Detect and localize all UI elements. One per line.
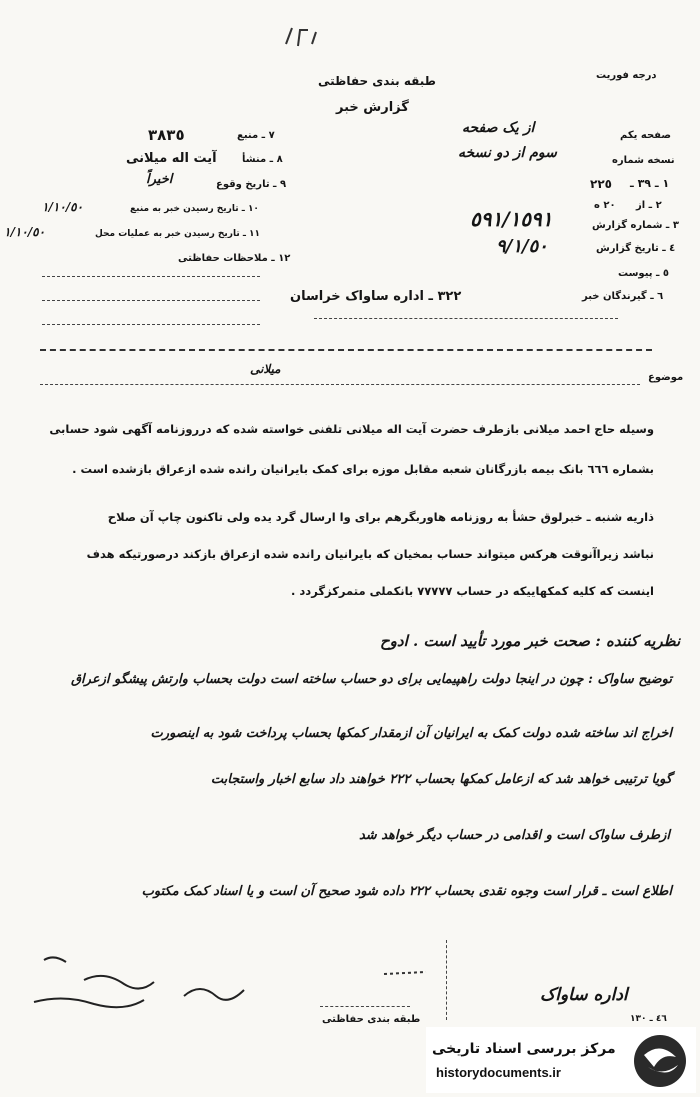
handwritten-line-4: گویا ترتیبی خواهد شد که ازعامل کمکها بحساب ٢٢٢ خواهند داد سابع اخبار واستجابت	[210, 772, 672, 787]
handwritten-line-1: نظریه کننده : صحت خبر مورد تأیید است . ادوح	[380, 632, 681, 650]
field-from-label: ٢ ـ از	[636, 200, 662, 211]
left-rule-1	[42, 276, 260, 277]
field-page-value: از یک صفحه	[462, 120, 535, 136]
handwritten-line-2: توضیح ساواک : چون در اینجا دولت راهپیمایی برای دو حساب ساخته است دولت بحساب وارتش پیشگو ازعراق	[70, 672, 672, 687]
field-date-ops-label: ١١ ـ تاریخ رسیدن خبر به عملیات محل	[95, 229, 261, 239]
subject-rule	[40, 384, 640, 385]
field-date-occurred-label: ٩ ـ تاریخ وقوع	[216, 179, 287, 190]
classification-top: طبقه بندی حفاظتی	[318, 74, 436, 88]
body-line-1: وسیله حاج احمد میلانی بازطرف حضرت آیت اله میلانی تلفنی خواسته شده که درروزنامه آگهی شود حسابی	[49, 422, 654, 436]
right-rule-1	[314, 318, 618, 319]
left-rule-2	[42, 300, 260, 301]
watermark-title: مرکز بررسی اسناد تاریخی	[432, 1041, 616, 1057]
handwritten-line-3: اخراج اند ساخته شده دولت کمک به ایرانیان آن ازمقدار کمکها بحساب پرداخت شود به اینصورت	[150, 726, 672, 741]
signature-text: اداره ساواک	[540, 985, 628, 1005]
field-page-label: صفحه یکم	[620, 130, 672, 141]
field-report-no-label: ٣ ـ شماره گزارش	[592, 220, 679, 231]
top-stamp-mark	[282, 24, 322, 52]
field-copy-label: نسخه شماره	[612, 155, 675, 166]
bottom-left-scribbles	[24, 950, 284, 1020]
section-divider	[40, 349, 652, 351]
field-39-value: ٢٢٥	[590, 177, 612, 191]
stamp-scribble-icon	[282, 24, 322, 52]
center-vertical-mark	[446, 940, 447, 1020]
body-line-3: ذاریه شنبه ـ خبرلوق حشأ به روزنامه هاوربگرهم برای وا ارسال گرد یده ولی تاکنون چاپ آن صلاح	[107, 510, 654, 524]
signature-scribble-icon	[24, 950, 284, 1020]
field-from-value: ٢٠ ه	[594, 200, 616, 211]
field-source-label: ٧ ـ منبع	[237, 130, 275, 141]
priority-label: درجه فوریت	[596, 70, 657, 81]
field-report-no-value: ٥٩١/١٥٩١	[470, 207, 553, 231]
watermark-url: historydocuments.ir	[436, 1065, 561, 1080]
body-line-4: نباشد زیراآنوقت هرکس میتواند حساب بمخیان که بایرانیان رانده شده ازعراق بازکند درصورتیکه هدف	[86, 547, 654, 561]
field-recipients-label: ٦ ـ گیرندگان خبر	[582, 291, 664, 302]
field-date-ops-value: ١/١٠/٥٠	[4, 225, 45, 239]
field-source-value: ٣٨٣٥	[148, 126, 185, 144]
field-copy-value: سوم از دو نسخه	[458, 145, 557, 161]
field-date-received-label: ١٠ ـ تاریخ رسیدن خبر به منبع	[130, 204, 259, 214]
body-line-2: بشماره ٦٦٦ بانک بیمه بازرگانان شعبه مقابل موزه برای کمک بایرانیان رانده شده ازعراق بازشده است .	[72, 462, 654, 476]
field-recipients-value: ٣٢٢ ـ اداره ساواک خراسان	[290, 289, 462, 304]
field-security-notes-label: ١٢ ـ ملاحظات حفاظتی	[178, 253, 291, 264]
watermark-box	[426, 1027, 696, 1093]
field-origin-value: آیت اله میلانی	[126, 151, 217, 166]
field-report-date-label: ٤ ـ تاریخ گزارش	[596, 243, 676, 254]
subject-label: موضوع	[648, 372, 684, 383]
left-rule-3	[42, 324, 260, 325]
classification-bottom: طبقه بندی حفاظتی	[322, 1014, 421, 1025]
handwritten-line-6: اطلاع است ـ قرار است وجوه نقدی بحساب ٢٢٢ داده شود صحیح آن است و یا اسناد کمک مکتوب	[141, 884, 672, 899]
handwritten-line-5: ازطرف ساواک است و اقدامی در حساب دیگر خواهد شد	[358, 828, 670, 843]
archive-logo-icon	[632, 1033, 688, 1089]
field-origin-label: ٨ ـ منشأ	[242, 154, 283, 165]
field-39-label: ١ ـ ٣٩ ـ	[630, 177, 670, 190]
mid-mark	[380, 965, 430, 979]
report-title: گزارش خبر	[336, 100, 409, 115]
field-report-date-value: ٩/١/٥٠	[496, 236, 548, 257]
subject-value: میلانی	[250, 362, 281, 376]
body-line-5: اینست که کلیه کمکهاییکه در حساب ٧٧٧٧٧ بانکملی متمرکزگردد .	[291, 584, 654, 598]
form-code: ٤٦ ـ ١٣٠	[630, 1014, 667, 1024]
field-attachment-label: ٥ ـ پیوست	[618, 268, 670, 279]
dash-mark-icon	[380, 966, 430, 980]
field-date-occurred-value: اخیراً	[146, 172, 173, 187]
field-date-received-value: ١/١٠/٥٠	[42, 200, 83, 214]
footer-rule	[320, 1006, 410, 1007]
watermark-logo-icon	[632, 1033, 688, 1089]
